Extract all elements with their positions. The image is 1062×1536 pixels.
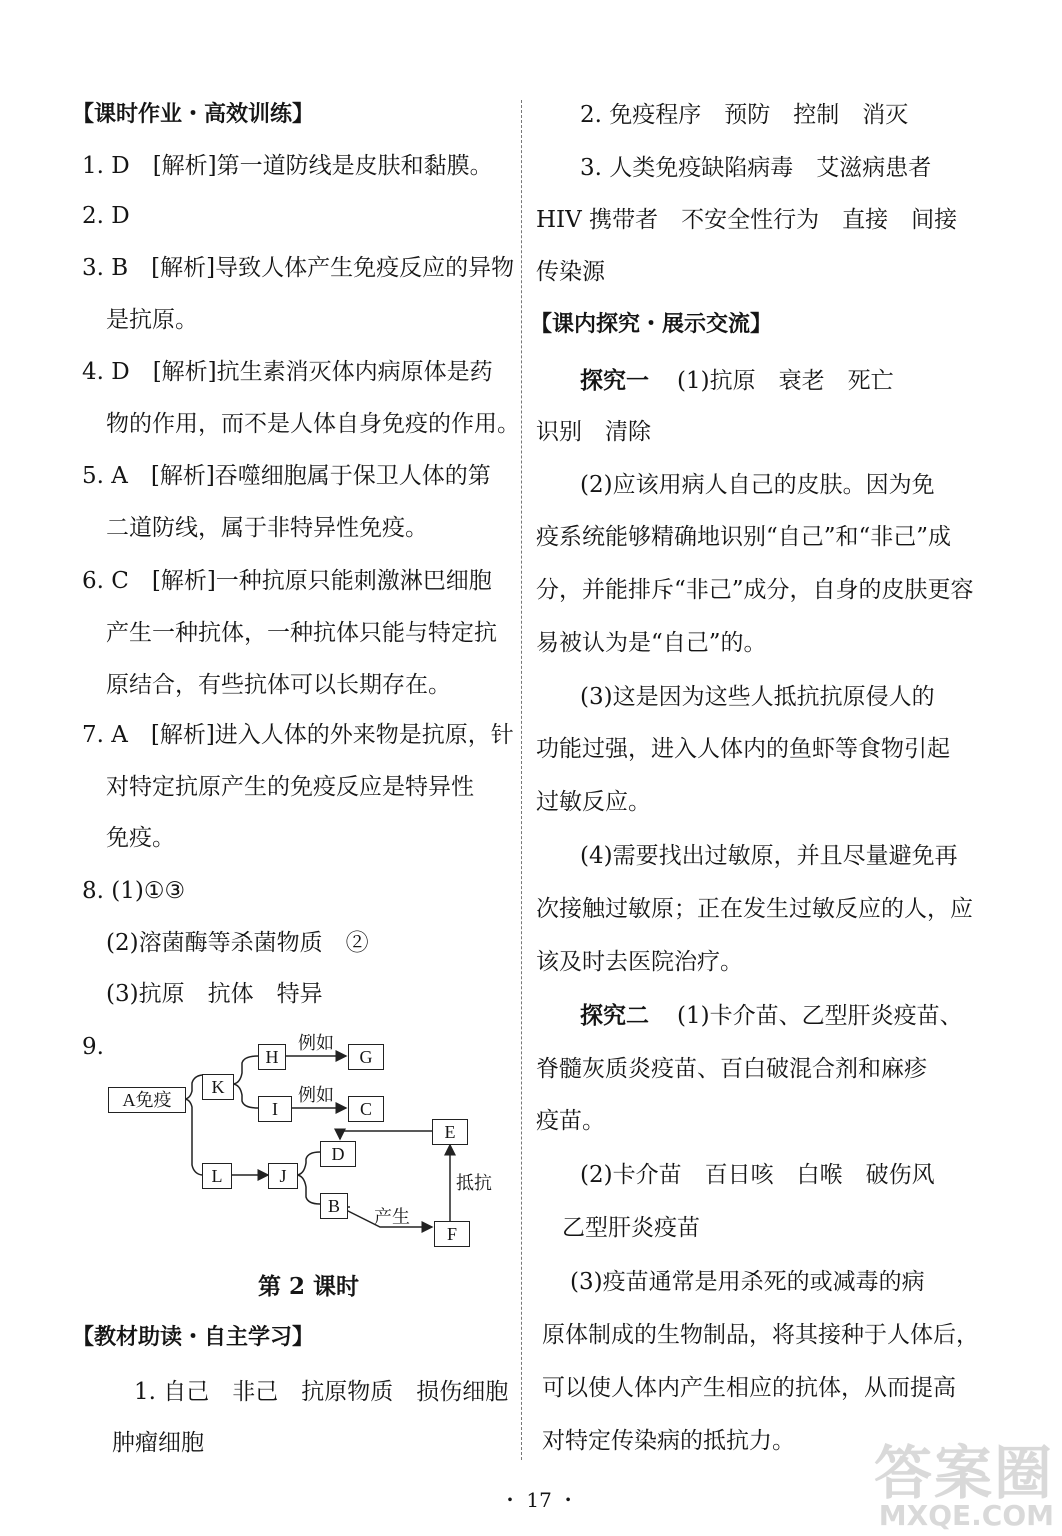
textbook-answer-1-line2: 肿瘤细胞: [112, 1430, 204, 1456]
label-produce: 产生: [374, 1207, 410, 1228]
answer-1: 1. D [解析]第一道防线是皮肤和黏膜。: [82, 153, 493, 179]
section-heading-textbook: 【教材助读・自主学习】: [72, 1325, 315, 1350]
box-i: I: [258, 1096, 292, 1122]
textbook-answer-2: 2. 免疫程序 预防 控制 消灭: [580, 102, 909, 128]
box-e: E: [432, 1119, 468, 1145]
inquiry-1-answer-4-line1: (4)需要找出过敏原，并且尽量避免再: [580, 843, 958, 869]
label-for-example-1: 例如: [298, 1033, 334, 1054]
inquiry-1-answer-2-line1: (2)应该用病人自己的皮肤。因为免: [580, 472, 935, 498]
inquiry-2-title: 探究二: [580, 1002, 649, 1029]
answer-5-line1: 5. A [解析]吞噬细胞属于保卫人体的第: [82, 463, 491, 489]
box-j: J: [268, 1163, 298, 1189]
answer-7-line3: 免疫。: [106, 825, 175, 851]
inquiry-2-line1: [580, 1001, 963, 1031]
page-number: ・ 17 ・: [500, 1488, 579, 1512]
answer-6-line2: 产生一种抗体，一种抗体只能与特定抗: [106, 620, 497, 646]
inquiry-1-answer-2-line4: 易被认为是“自己”的。: [536, 630, 767, 656]
inquiry-2-answer-2-line1: (2)卡介苗 百日咳 白喉 破伤风: [580, 1162, 935, 1188]
lesson-title: 第 2 课时: [258, 1273, 360, 1300]
inquiry-2-answer-3-line3: 可以使人体内产生相应的抗体，从而提高: [542, 1375, 956, 1401]
inquiry-1-answer-1: (1)抗原 衰老 死亡: [677, 368, 894, 394]
watermark-text-line2: MXQE.COM: [878, 1499, 1054, 1532]
section-heading-homework: 【课时作业・高效训练】: [72, 102, 315, 127]
inquiry-1-answer-3-line3: 过敏反应。: [536, 789, 651, 815]
answer-3-line1: 3. B [解析]导致人体产生免疫反应的异物: [82, 255, 515, 281]
inquiry-2-answer-3-line2: 原体制成的生物制品，将其接种于人体后，: [542, 1322, 979, 1348]
inquiry-2-answer-3-line4: 对特定传染病的抵抗力。: [542, 1428, 795, 1454]
inquiry-1-answer-4-line3: 该及时去医院治疗。: [536, 949, 743, 975]
box-f: F: [434, 1221, 470, 1247]
section-heading-inquiry: 【课内探究・展示交流】: [530, 312, 773, 337]
textbook-answer-3-line3: 传染源: [536, 259, 605, 285]
textbook-answer-1-line1: 1. 自己 非己 抗原物质 损伤细胞: [134, 1379, 509, 1405]
answer-8-part2: (2)溶菌酶等杀菌物质 ②: [106, 930, 369, 956]
answer-4-line2: 物的作用，而不是人体自身免疫的作用。: [106, 411, 520, 437]
box-a-immunity: A免疫: [108, 1087, 186, 1113]
answer-8-part1: 8. (1)①③: [82, 878, 186, 904]
box-h: H: [258, 1044, 286, 1070]
inquiry-1-title: 探究一: [580, 367, 649, 394]
inquiry-2-answer-1-line3: 疫苗。: [536, 1108, 605, 1134]
inquiry-1-answer-2-line3: 分，并能排斥“非己”成分，自身的皮肤更容: [536, 577, 974, 603]
box-d: D: [320, 1141, 356, 1167]
box-l: L: [202, 1163, 232, 1189]
box-g: G: [348, 1044, 384, 1070]
label-resist: 抵抗: [456, 1173, 492, 1194]
inquiry-1-answer-3-line2: 功能过强，进入人体内的鱼虾等食物引起: [536, 736, 950, 762]
box-b: B: [320, 1193, 348, 1219]
inquiry-1-answer-3-line1: (3)这是因为这些人抵抗抗原侵人的: [580, 684, 935, 710]
inquiry-1-line2: 识别 清除: [536, 419, 651, 445]
answer-2: 2. D: [82, 203, 130, 229]
inquiry-1-answer-4-line2: 次接触过敏原；正在发生过敏反应的人，应: [536, 896, 973, 922]
answer-9-number: 9.: [82, 1034, 104, 1060]
inquiry-2-answer-1: (1)卡介苗、乙型肝炎疫苗、: [677, 1003, 963, 1029]
watermark-text-line1: 答案圈: [873, 1439, 1054, 1507]
textbook-answer-3-line1: 3. 人类免疫缺陷病毒 艾滋病患者: [580, 155, 932, 181]
answer-3-line2: 是抗原。: [106, 307, 198, 333]
column-divider: [521, 100, 522, 1460]
immunity-concept-diagram: [100, 1035, 520, 1255]
inquiry-2-answer-2-line2: 乙型肝炎疫苗: [562, 1215, 700, 1241]
answer-5-line2: 二道防线，属于非特异性免疫。: [106, 515, 428, 541]
answer-8-part3: (3)抗原 抗体 特异: [106, 981, 323, 1007]
inquiry-2-answer-3-line1: (3)疫苗通常是用杀死的或减毒的病: [570, 1269, 925, 1295]
watermark-logo: [873, 1439, 1054, 1532]
inquiry-1-answer-2-line2: 疫系统能够精确地识别“自己”和“非己”成: [536, 524, 952, 550]
answer-6-line1: 6. C [解析]一种抗原只能刺激淋巴细胞: [82, 568, 492, 594]
textbook-answer-3-line2: HIV 携带者 不安全性行为 直接 间接: [536, 207, 958, 233]
label-for-example-2: 例如: [298, 1085, 334, 1106]
answer-4-line1: 4. D [解析]抗生素消灭体内病原体是药: [82, 359, 493, 385]
inquiry-1-line1: [580, 366, 894, 396]
answer-6-line3: 原结合，有些抗体可以长期存在。: [106, 672, 451, 698]
answer-7-line1: 7. A [解析]进入人体的外来物是抗原，针: [82, 722, 514, 748]
box-c: C: [348, 1096, 384, 1122]
box-k: K: [202, 1074, 234, 1100]
answer-7-line2: 对特定抗原产生的免疫反应是特异性: [106, 774, 474, 800]
inquiry-2-answer-1-line2: 脊髓灰质炎疫苗、百白破混合剂和麻疹: [536, 1056, 927, 1082]
